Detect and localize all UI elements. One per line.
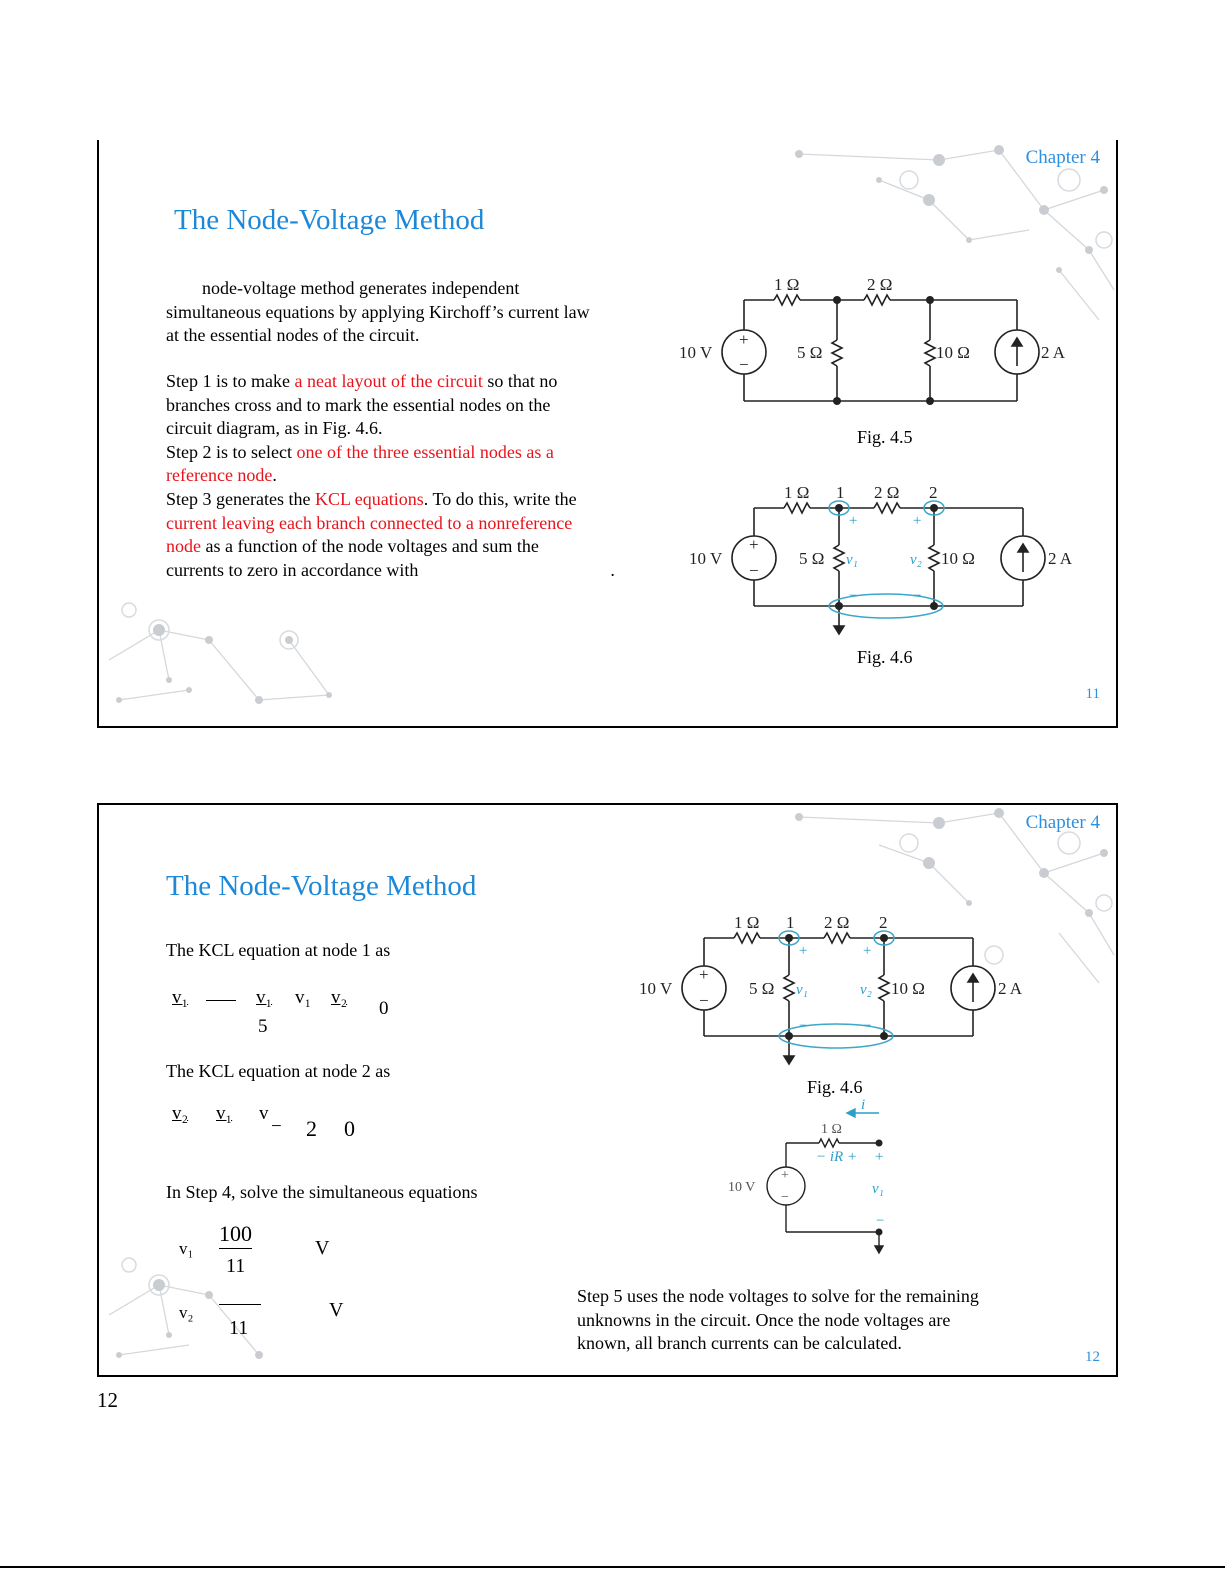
resistor-label: 1 Ω	[734, 913, 760, 932]
chapter-label: Chapter 4	[1025, 812, 1100, 833]
minus-sign: −	[798, 1018, 809, 1034]
plus-sign: +	[912, 513, 923, 529]
fig-caption: Fig. 4.5	[857, 427, 913, 447]
node-label: 1	[836, 483, 845, 502]
highlight: one of the three essential nodes as a	[296, 441, 554, 462]
eq-lhs: v₂	[179, 1303, 194, 1322]
steps-paragraph	[166, 370, 615, 582]
step1-line: circuit diagram, as in Fig. 4.6.	[166, 418, 383, 439]
step5-line: known, all branch currents can be calculated.	[577, 1333, 902, 1354]
eq-term: v₁	[256, 987, 273, 1008]
node-voltage-label: v₁	[796, 982, 808, 998]
highlight: a neat layout of the circuit	[294, 371, 483, 391]
circuit-fig-4-5	[674, 270, 1104, 410]
eq-term: −	[271, 1116, 282, 1137]
source-label: 10 V	[689, 549, 723, 568]
source-label: 10 V	[728, 1180, 756, 1195]
resistor-label: 10 Ω	[941, 549, 975, 568]
source-label: 10 V	[639, 979, 673, 998]
eq-term: v₁	[172, 987, 189, 1008]
minus-sign: −	[749, 561, 759, 580]
minus-sign: −	[699, 991, 709, 1010]
eq-denominator: 11	[226, 1255, 246, 1277]
resistor-label: 10 Ω	[891, 979, 925, 998]
node-label: 2	[879, 913, 888, 932]
fraction-bar	[206, 1000, 236, 1001]
resistor-label: 2 Ω	[874, 483, 900, 502]
minus-sign: −	[848, 588, 859, 604]
source-label: 2 A	[1048, 549, 1073, 568]
resistor-label: 1 Ω	[821, 1122, 842, 1137]
text: .	[272, 465, 277, 486]
intro-line: node-voltage method generates independent	[202, 278, 520, 298]
text: Step 2 is to select	[166, 441, 297, 462]
plus-sign: +	[798, 943, 809, 959]
step3-line	[166, 559, 615, 583]
eq-term: v	[259, 1103, 269, 1124]
step1-line	[166, 370, 615, 394]
circuit-node1-detail	[724, 1095, 924, 1265]
eq-term: 2	[306, 1116, 317, 1141]
eq-result: 0	[344, 1116, 355, 1141]
eq-unit: V	[315, 1237, 330, 1259]
plus-sign: +	[848, 513, 859, 529]
slide-title: The Node-Voltage Method	[174, 204, 485, 236]
step3-line	[166, 488, 615, 512]
page-bottom-rule	[0, 1566, 1225, 1568]
eq-denominator: 5	[258, 1016, 268, 1037]
node-label: 2	[929, 483, 938, 502]
intro-line: at the essential nodes of the circuit.	[166, 325, 420, 346]
fraction-bar	[219, 1304, 261, 1305]
highlight: node	[166, 536, 201, 557]
eq-result: 0	[379, 998, 389, 1019]
intro-line: simultaneous equations by applying Kirchoff’s current law	[166, 301, 590, 322]
step5-paragraph	[577, 1285, 979, 1356]
circuit-fig-4-6	[684, 480, 1114, 650]
slide-12	[97, 803, 1118, 1377]
resistor-label: 1 Ω	[784, 483, 810, 502]
page-number: 12	[97, 1388, 118, 1412]
voltage-drop-label: − iR +	[816, 1149, 858, 1165]
fig-caption: Fig. 4.6	[807, 1077, 863, 1097]
step5-line: Step 5 uses the node voltages to solve for the remaining	[577, 1286, 979, 1306]
eq-term: v₁	[295, 987, 312, 1008]
resistor-label: 1 Ω	[774, 275, 800, 294]
step3-line	[166, 535, 615, 559]
step5-line: unknowns in the circuit. Once the node voltages are	[577, 1309, 951, 1330]
text: Step 3 generates the	[166, 488, 315, 509]
minus-sign: −	[862, 1018, 873, 1034]
minus-sign: −	[781, 1190, 789, 1205]
text: . To do this, write the	[423, 488, 577, 509]
slide-page-number: 11	[1085, 686, 1100, 702]
source-label: 2 A	[1041, 343, 1066, 362]
text: Step 1 is to make	[166, 371, 295, 391]
minus-sign: −	[875, 1213, 886, 1229]
minus-sign: −	[739, 355, 749, 374]
minus-sign: −	[912, 588, 923, 604]
plus-sign: +	[862, 943, 873, 959]
step2-line	[166, 464, 615, 488]
node-voltage-label: v₁	[872, 1181, 884, 1197]
slide-11	[97, 140, 1118, 728]
resistor-label: 2 Ω	[824, 913, 850, 932]
node-voltage-label: v₂	[860, 982, 872, 998]
plus-sign: +	[739, 330, 749, 349]
highlight: reference node	[166, 465, 273, 486]
kcl-node2-label: The KCL equation at node 2 as	[166, 1061, 391, 1081]
highlight: KCL equations	[314, 488, 424, 509]
eq-term: v₁	[216, 1103, 233, 1124]
resistor-label: 5 Ω	[799, 549, 825, 568]
eq-unit: V	[329, 1299, 344, 1321]
text: so that no	[482, 371, 558, 391]
eq-lhs: v₁	[179, 1239, 194, 1258]
node-voltage-label: v₁	[846, 552, 858, 568]
intro-paragraph	[166, 277, 590, 348]
chapter-label: Chapter 4	[1025, 147, 1100, 168]
text: .	[610, 559, 615, 580]
slide-page-number: 12	[1085, 1349, 1100, 1365]
eq-denominator: 11	[229, 1317, 249, 1339]
node-voltage-label: v₂	[910, 552, 922, 568]
eq-numerator: 100	[219, 1221, 252, 1249]
source-label: 10 V	[679, 343, 713, 362]
resistor-label: 5 Ω	[797, 343, 823, 362]
kcl-node1-label: The KCL equation at node 1 as	[166, 940, 391, 960]
fig-caption: Fig. 4.6	[857, 647, 913, 667]
plus-sign: +	[749, 535, 759, 554]
node-label: 1	[786, 913, 795, 932]
plus-sign: +	[874, 1149, 885, 1165]
source-label: 2 A	[998, 979, 1023, 998]
circuit-fig-4-6	[634, 910, 1064, 1080]
step3-line: current leaving each branch connected to a nonreference	[166, 512, 573, 533]
slide-title: The Node-Voltage Method	[166, 870, 477, 902]
text: currents to zero in accordance with	[166, 559, 419, 580]
text: as a function of the node voltages and sum the	[201, 536, 539, 557]
resistor-label: 2 Ω	[867, 275, 893, 294]
plus-sign: +	[781, 1168, 789, 1183]
resistor-label: 10 Ω	[936, 343, 970, 362]
eq-term: v₂	[172, 1103, 189, 1124]
resistor-label: 5 Ω	[749, 979, 775, 998]
step2-line	[166, 441, 615, 465]
eq-term: v₂	[331, 987, 348, 1008]
current-label: i	[861, 1097, 866, 1113]
plus-sign: +	[699, 965, 709, 984]
step1-line: branches cross and to mark the essential nodes on the	[166, 394, 551, 415]
step4-label: In Step 4, solve the simultaneous equations	[166, 1182, 478, 1202]
